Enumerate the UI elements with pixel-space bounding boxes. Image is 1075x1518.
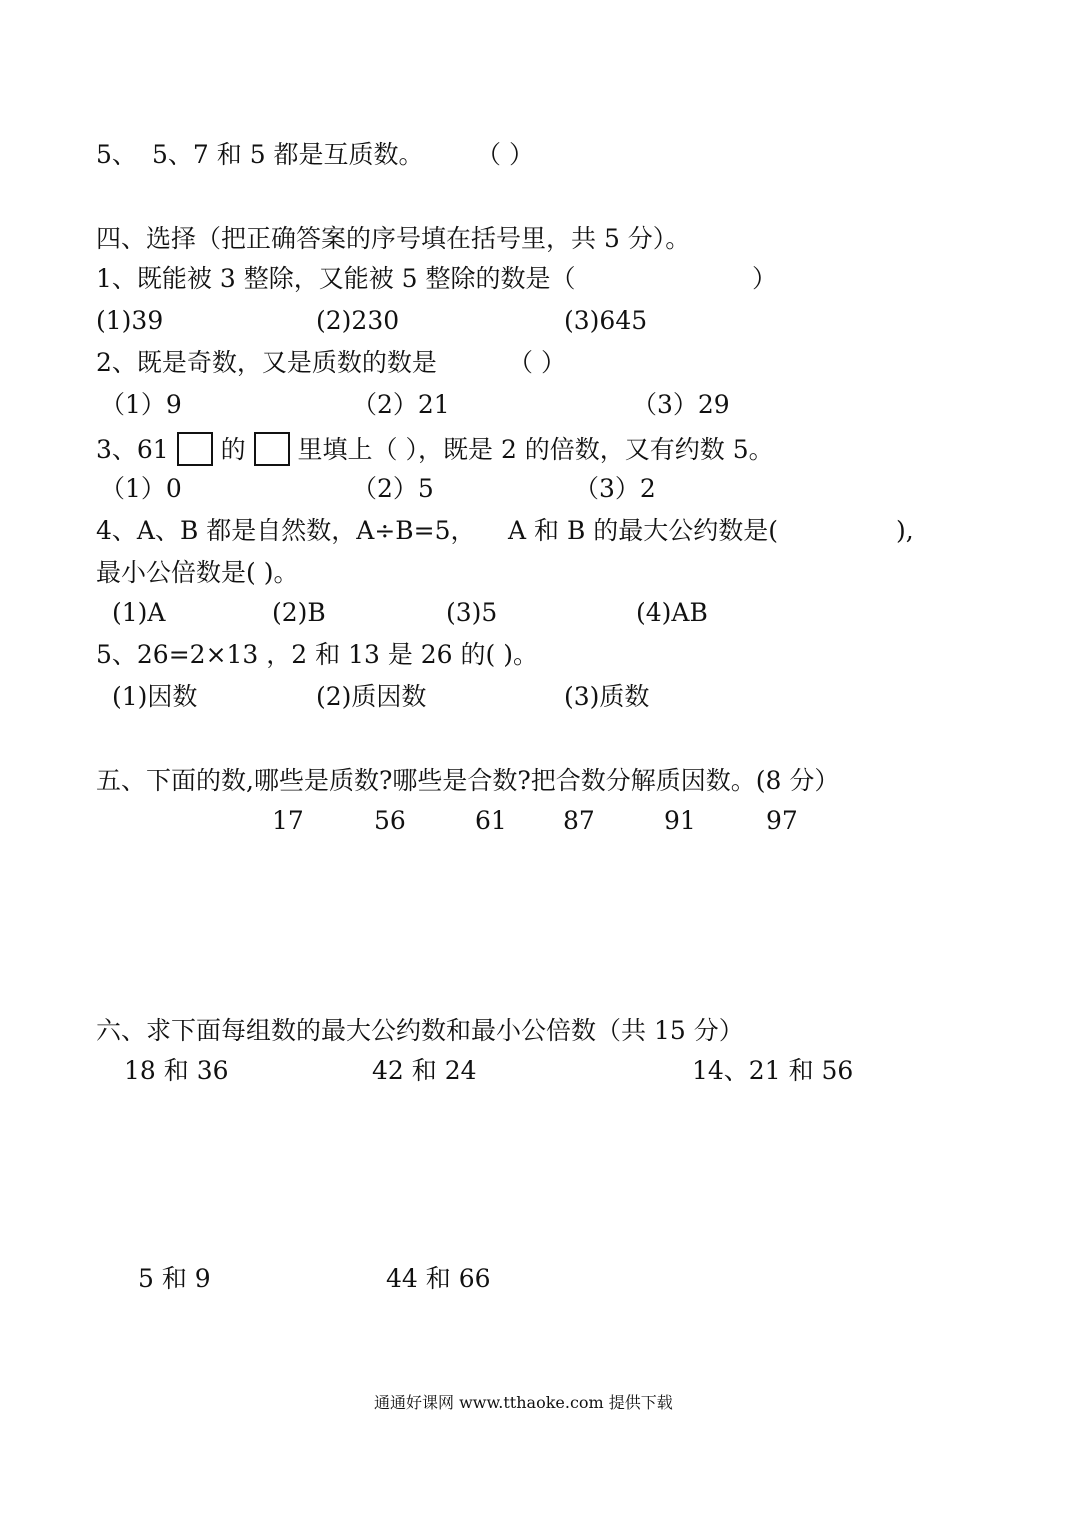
number-item: 56 (374, 806, 406, 835)
judgement-item-text: 5、7 和 5 都是互质数。 (152, 140, 424, 169)
q2-option-1: （1）9 (100, 390, 182, 419)
blank-box (254, 432, 290, 466)
number-group: 42 和 24 (372, 1056, 477, 1085)
q4-option-2: (2)B (272, 598, 326, 627)
q2-option-2: （2）21 (352, 390, 450, 419)
q4-text-b: A 和 B 的最大公约数是( (508, 516, 779, 545)
q4-text-c: ), (896, 516, 914, 545)
number-item: 61 (475, 806, 507, 835)
judgement-item-number: 5、 (96, 140, 137, 169)
q4-option-1: (1)A (112, 598, 166, 627)
q2-option-3: （3）29 (632, 390, 730, 419)
q4-text-a: 4、A、B 都是自然数，A÷B=5， (96, 516, 476, 545)
q5-option-2: (2)质因数 (316, 682, 427, 711)
q4-option-4: (4)AB (636, 598, 708, 627)
q4-line2: 最小公倍数是( )。 (96, 558, 299, 587)
q5-option-1: (1)因数 (112, 682, 198, 711)
number-item: 17 (272, 806, 304, 835)
q3-mid: 的 (220, 435, 246, 464)
q3-rest: 里填上（ ），既是 2 的倍数，又有约数 5。 (297, 435, 774, 464)
q5-text: 5、26=2×13 ，2 和 13 是 26 的( )。 (96, 640, 538, 669)
q3-line (96, 432, 774, 466)
q2-text: 2、既是奇数，又是质数的数是 (96, 348, 437, 377)
q1-option-2: (2)230 (316, 306, 400, 335)
q2-paren: （ ） (508, 348, 566, 377)
number-item: 97 (766, 806, 798, 835)
q3-option-2: （2）5 (352, 474, 434, 503)
section5-title: 五、下面的数,哪些是质数?哪些是合数?把合数分解质因数。(8 分） (96, 766, 840, 795)
q1-option-3: (3)645 (564, 306, 648, 335)
blank-box (177, 432, 213, 466)
number-item: 87 (563, 806, 595, 835)
number-item: 91 (664, 806, 696, 835)
q1-text: 1、既能被 3 整除，又能被 5 整除的数是（ (96, 264, 576, 293)
number-group: 5 和 9 (138, 1264, 211, 1293)
number-group: 18 和 36 (124, 1056, 229, 1085)
section4-title: 四、选择（把正确答案的序号填在括号里，共 5 分）。 (96, 224, 691, 253)
q3-option-3: （3）2 (574, 474, 656, 503)
q3-option-1: （1）0 (100, 474, 182, 503)
number-group: 44 和 66 (386, 1264, 491, 1293)
q5-option-3: (3)质数 (564, 682, 650, 711)
q1-paren-close: ） (752, 264, 778, 293)
q3-prefix: 3、61 (96, 435, 169, 464)
q4-option-3: (3)5 (446, 598, 498, 627)
number-group: 14、21 和 56 (692, 1056, 854, 1085)
section6-title: 六、求下面每组数的最大公约数和最小公倍数（共 15 分） (96, 1016, 744, 1045)
q1-option-1: (1)39 (96, 306, 164, 335)
footer-credit: 通通好课网 www.tthaoke.com 提供下载 (374, 1393, 673, 1412)
answer-paren: （ ） (476, 140, 534, 169)
